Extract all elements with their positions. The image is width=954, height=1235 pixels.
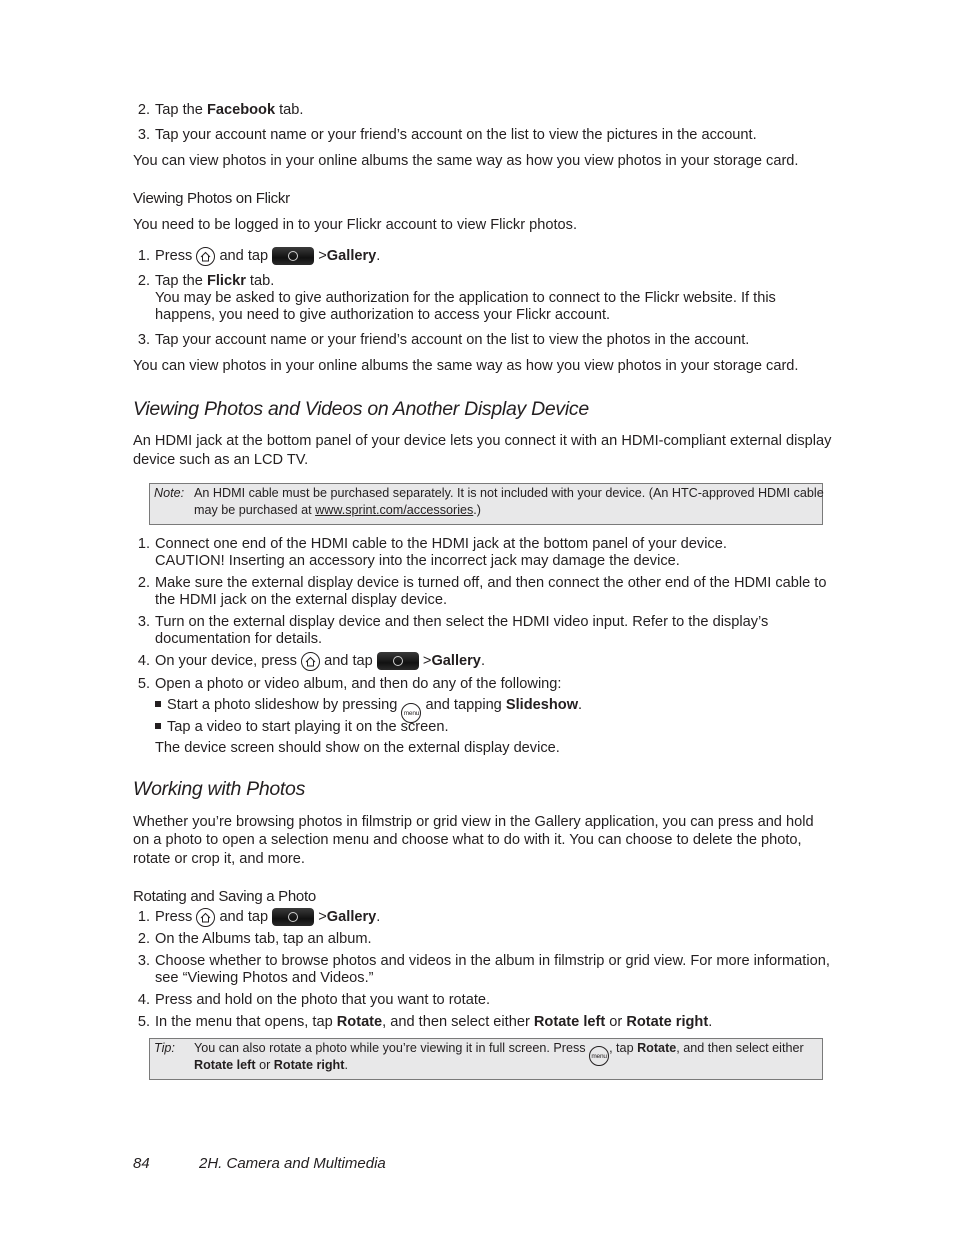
step-text: Connect one end of the HDMI cable to the HDMI jack at the bottom panel of your device. — [155, 536, 727, 552]
page-number: 84 — [133, 1155, 150, 1172]
paragraph: An HDMI jack at the bottom panel of your device lets you connect it with an HDMI-compliant external display — [133, 433, 832, 449]
step-text: happens, you need to give authorization to access your Flickr account. — [155, 307, 611, 323]
menu-icon: menu — [589, 1046, 609, 1066]
bullet-icon — [155, 701, 161, 707]
step-text: Tap your account name or your friend’s account on the list to view the photos in the account. — [155, 332, 750, 348]
step-text: documentation for details. — [155, 631, 323, 647]
tip-text: Rotate left or Rotate right. — [194, 1058, 348, 1072]
bullet-item: Tap a video to start playing it on the screen. — [155, 719, 449, 735]
step-text: CAUTION! Inserting an accessory into the incorrect jack may damage the device. — [155, 553, 680, 569]
section-title: 2H. Camera and Multimedia — [199, 1155, 386, 1172]
step-number: 4. — [137, 653, 150, 669]
step-text: Press and hold on the photo that you want to rotate. — [155, 992, 491, 1008]
step-text: Open a photo or video album, and then do any of the following: — [155, 676, 562, 692]
section-heading: Working with Photos — [133, 778, 306, 800]
note-label: Note: — [154, 486, 185, 500]
subheading: Viewing Photos on Flickr — [133, 190, 290, 207]
step-number: 3. — [137, 332, 150, 348]
bullet-icon — [155, 723, 161, 729]
step-text: In the menu that opens, tap Rotate, and then select either Rotate left or Rotate right. — [155, 1014, 713, 1030]
step-number: 1. — [137, 536, 150, 552]
step-number: 2. — [137, 102, 150, 118]
step-number: 1. — [137, 248, 150, 264]
tip-label: Tip: — [154, 1041, 175, 1055]
step-text: Press and tap >Gallery. — [155, 248, 381, 264]
step-number: 2. — [137, 931, 150, 947]
paragraph: You can view photos in your online albums the same way as how you view photos in your storage card. — [133, 153, 799, 169]
step-text: Turn on the external display device and then select the HDMI video input. Refer to the display’s — [155, 614, 769, 630]
home-icon — [196, 247, 215, 266]
step-text: Tap your account name or your friend’s account on the list to view the pictures in the account. — [155, 127, 757, 143]
subheading: Rotating and Saving a Photo — [133, 888, 316, 905]
step-text: Press and tap >Gallery. — [155, 909, 381, 925]
all-apps-button-icon — [272, 247, 314, 265]
step-text: You may be asked to give authorization for the application to connect to the Flickr website. If this — [155, 290, 776, 306]
step-text: Tap the Flickr tab. — [155, 273, 275, 289]
step-number: 3. — [137, 614, 150, 630]
step-text: Make sure the external display device is turned off, and then connect the other end of the HDMI cable to — [155, 575, 827, 591]
note-text: An HDMI cable must be purchased separately. It is not included with your device. (An HTC-approved HDMI cable — [194, 486, 824, 500]
paragraph: rotate or crop it, and more. — [133, 851, 305, 867]
paragraph: Whether you’re browsing photos in filmstrip or grid view in the Gallery application, you can press and hold — [133, 814, 814, 830]
step-text: On your device, press and tap >Gallery. — [155, 653, 485, 669]
home-icon — [301, 652, 320, 671]
note-box — [149, 483, 823, 525]
tip-box — [149, 1038, 823, 1080]
step-number: 2. — [137, 575, 150, 591]
home-icon — [196, 908, 215, 927]
step-number: 4. — [137, 992, 150, 1008]
paragraph: device such as an LCD TV. — [133, 452, 309, 468]
section-heading: Viewing Photos and Videos on Another Display Device — [133, 398, 589, 420]
menu-icon: menu — [401, 703, 421, 723]
step-text: the HDMI jack on the external display device. — [155, 592, 448, 608]
step-text: On the Albums tab, tap an album. — [155, 931, 372, 947]
bullet-item: Start a photo slideshow by pressing menu and tapping Slideshow. — [155, 695, 582, 723]
step-number: 5. — [137, 1014, 150, 1030]
step-number: 5. — [137, 676, 150, 692]
step-number: 1. — [137, 909, 150, 925]
step-number: 2. — [137, 273, 150, 289]
paragraph: You can view photos in your online albums the same way as how you view photos in your storage card. — [133, 358, 799, 374]
all-apps-button-icon — [272, 908, 314, 926]
all-apps-button-icon — [377, 652, 419, 670]
note-text: may be purchased at www.sprint.com/accessories.) — [194, 503, 481, 517]
paragraph: on a photo to open a selection menu and choose what to do with it. You can choose to delete the photo, — [133, 832, 802, 848]
step-text: see “Viewing Photos and Videos.” — [155, 970, 374, 986]
step-text: Tap the Facebook tab. — [155, 102, 304, 118]
step-number: 3. — [137, 127, 150, 143]
paragraph: You need to be logged in to your Flickr account to view Flickr photos. — [133, 217, 578, 233]
tip-text: You can also rotate a photo while you’re viewing it in full screen. Press menu, tap Rotate, and then select either — [194, 1039, 804, 1066]
step-number: 3. — [137, 953, 150, 969]
step-text: Choose whether to browse photos and videos in the album in filmstrip or grid view. For more information, — [155, 953, 830, 969]
paragraph: The device screen should show on the external display device. — [155, 740, 560, 756]
accessories-link[interactable]: www.sprint.com/accessories — [315, 503, 474, 517]
